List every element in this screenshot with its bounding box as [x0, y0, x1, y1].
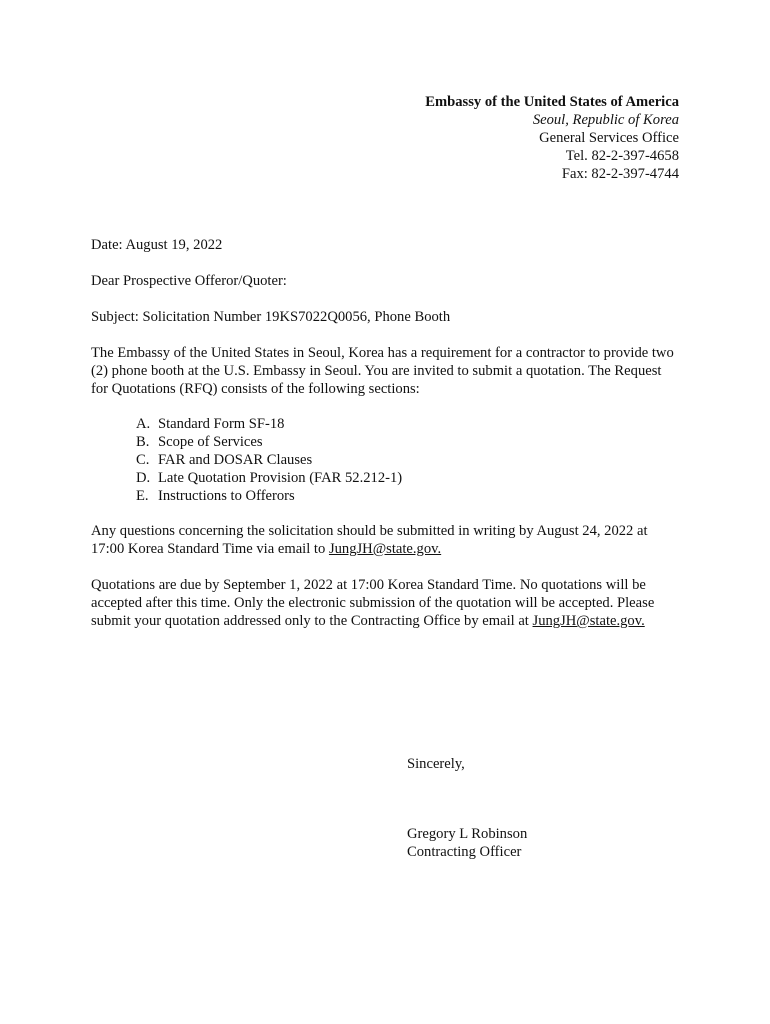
due-date-text: Quotations are due by September 1, 2022 at 17:00 Korea Standard Time. No quotations will be accepted after this time. Only the electronic submission of the quotation will be accepted. Please submit your quotation addressed only to the Contracting Office by email at: [91, 577, 655, 629]
questions-paragraph: [91, 522, 681, 558]
list-item: [136, 487, 402, 505]
list-item: [136, 451, 402, 469]
telephone-number: Tel. 82-2-397-4658: [565, 148, 679, 164]
signature-block: [407, 825, 527, 861]
list-item-letter: A.: [136, 416, 151, 432]
list-item-title: Scope of Services: [158, 434, 263, 450]
signer-title: Contracting Officer: [407, 844, 522, 860]
signer-name: Gregory L Robinson: [407, 826, 528, 842]
submission-email-link[interactable]: JungJH@state.gov.: [532, 613, 645, 629]
list-item-letter: E.: [136, 488, 149, 504]
list-item-title: FAR and DOSAR Clauses: [158, 452, 313, 468]
letter-date: Date: August 19, 2022: [91, 237, 223, 253]
list-item-title: Standard Form SF-18: [158, 416, 285, 432]
letterhead: [425, 93, 679, 183]
list-item-letter: B.: [136, 434, 150, 450]
subject-line: Subject: Solicitation Number 19KS7022Q0056, Phone Booth: [91, 309, 451, 325]
list-item: [136, 415, 402, 433]
rfq-sections-list: [136, 415, 402, 505]
embassy-location: Seoul, Republic of Korea: [532, 112, 679, 128]
intro-paragraph: The Embassy of the United States in Seoul, Korea has a requirement for a contractor to provide two (2) phone booth at the U.S. Embassy in Seoul. You are invited to submit a quotation. The Request for Quotations (RFQ) consists of the following sections:: [91, 345, 674, 397]
office-name: General Services Office: [539, 130, 679, 146]
list-item-letter: C.: [136, 452, 150, 468]
list-item: [136, 469, 402, 487]
list-item: [136, 433, 402, 451]
fax-number: Fax: 82-2-397-4744: [561, 166, 679, 182]
embassy-name: Embassy of the United States of America: [425, 94, 679, 110]
list-item-title: Instructions to Offerors: [158, 488, 295, 504]
list-item-title: Late Quotation Provision (FAR 52.212-1): [158, 470, 403, 486]
closing: Sincerely,: [407, 756, 465, 772]
salutation: Dear Prospective Offeror/Quoter:: [91, 273, 287, 289]
due-date-paragraph: [91, 576, 681, 630]
questions-text: Any questions concerning the solicitation should be submitted in writing by August 24, 2022 at 17:00 Korea Standard Time via email to: [91, 523, 648, 557]
list-item-letter: D.: [136, 470, 151, 486]
questions-email-link[interactable]: JungJH@state.gov.: [328, 541, 442, 557]
